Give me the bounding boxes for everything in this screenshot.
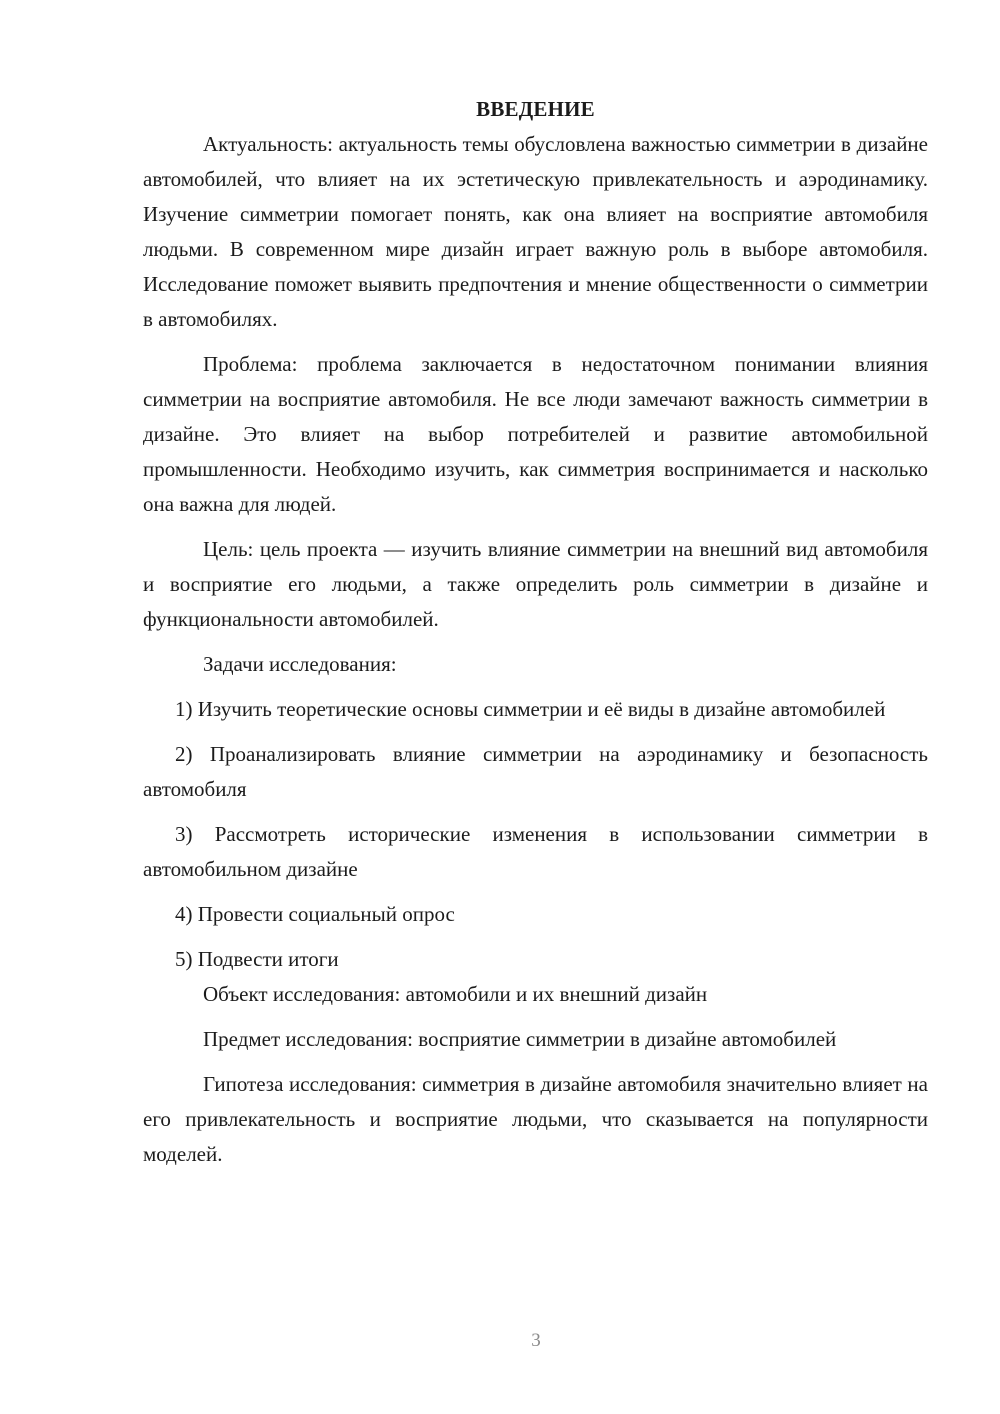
task-item-1: 1) Изучить теоретические основы симметрии и её виды в дизайне автомобилей [175, 697, 886, 721]
page-number [72, 1329, 1000, 1353]
paragraph-problem: Проблема: проблема заключается в недостаточном понимании влияния симметрии на восприятие автомобиля. Не все люди замечают важность симметрии в дизайне. Это влияет на выбор потребителей и развитие автомобильной промышленности. Необходимо изучить, как симметрия воспринимается и насколько она важна для людей. [143, 352, 928, 516]
document-page [143, 92, 928, 1172]
paragraph-goal: Цель: цель проекта — изучить влияние симметрии на внешний вид автомобиля и восприятие его людьми, а также определить роль симметрии в дизайне и функциональности автомобилей. [143, 537, 928, 631]
page-number-text: 3 [531, 1330, 541, 1351]
document-title: ВВЕДЕНИЕ [476, 97, 595, 121]
paragraph-subject: Предмет исследования: восприятие симметрии в дизайне автомобилей [203, 1027, 837, 1051]
task-item-4: 4) Провести социальный опрос [175, 902, 455, 926]
paragraph-object: Объект исследования: автомобили и их внешний дизайн [203, 982, 708, 1006]
paragraph-hypothesis: Гипотеза исследования: симметрия в дизайне автомобиля значительно влияет на его привлекательность и восприятие людьми, что сказывается на популярности моделей. [143, 1072, 928, 1166]
task-item-3: 3) Рассмотреть исторические изменения в использовании симметрии в автомобильном дизайне [143, 822, 928, 881]
paragraph-relevance: Актуальность: актуальность темы обусловлена важностью симметрии в дизайне автомобилей, что влияет на их эстетическую привлекательность и аэродинамику. Изучение симметрии помогает понять, как она влияет на восприятие автомобиля людьми. В современном мире дизайн играет важную роль в выборе автомобиля. Исследование поможет выявить предпочтения и мнение общественности о симметрии в автомобилях. [143, 132, 928, 331]
task-item-2: 2) Проанализировать влияние симметрии на аэродинамику и безопасность автомобиля [143, 742, 928, 801]
task-item-5: 5) Подвести итоги [175, 947, 339, 971]
tasks-heading: Задачи исследования: [203, 652, 397, 676]
